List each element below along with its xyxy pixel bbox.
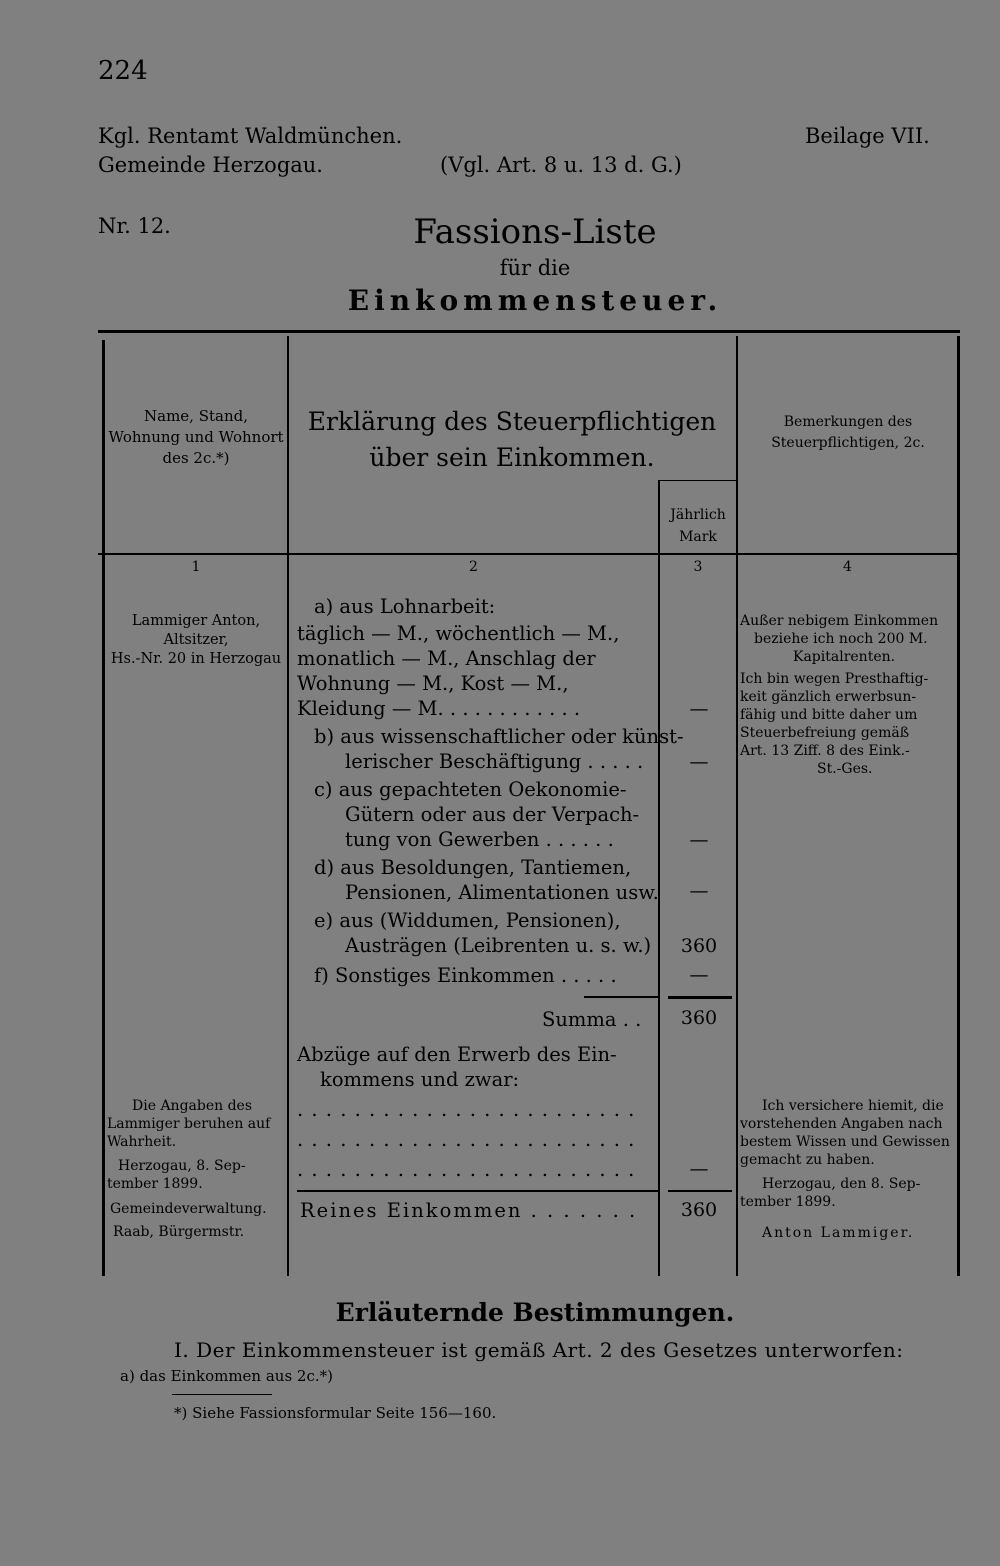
declaration-line: Herzogau, den 8. Sep- — [762, 1176, 921, 1192]
declaration-line: gemacht zu haben. — [740, 1152, 875, 1168]
deductions-label: Abzüge auf den Erwerb des Ein- — [297, 1043, 617, 1066]
annex-label: Beilage VII. — [805, 124, 930, 148]
value-net-rule — [668, 1190, 732, 1192]
deduction-line: . . . . . . . . . . . . . . . . . . . . . . . . — [297, 1158, 636, 1181]
value-b: — — [689, 751, 709, 773]
item-a-line: monatlich — M., Anschlag der — [297, 647, 596, 670]
value-summa: 360 — [680, 1007, 718, 1029]
certification-line: tember 1899. — [107, 1176, 203, 1192]
table-top-rule — [98, 330, 960, 333]
item-c-line: Gütern oder aus der Verpach- — [345, 803, 640, 826]
item-b-line: lerischer Beschäftigung . . . . . — [345, 750, 644, 773]
section-title: Erläuternde Bestimmungen. — [335, 1298, 735, 1327]
remark-line: keit gänzlich erwerbsun- — [740, 689, 917, 705]
declaration-signature: Anton Lammiger. — [762, 1225, 915, 1241]
item-a-line: Wohnung — M., Kost — M., — [297, 672, 569, 695]
deduction-line: . . . . . . . . . . . . . . . . . . . . . . . . — [297, 1098, 636, 1121]
item-c-line: tung von Gewerben . . . . . . — [345, 828, 614, 851]
table-header-rule — [98, 553, 960, 555]
col-divider-2 — [658, 480, 660, 1276]
summa-label: Summa . . — [542, 1008, 642, 1031]
declaration-line: vorstehenden Angaben nach — [740, 1116, 943, 1132]
summa-rule — [584, 996, 658, 998]
item-c-line: c) aus gepachteten Oekonomie- — [314, 778, 627, 801]
office-name: Kgl. Rentamt Waldmünchen. — [98, 124, 403, 148]
item-a-line: täglich — M., wöchentlich — M., — [297, 622, 620, 645]
value-deductions: — — [689, 1158, 709, 1180]
person-residence: Hs.-Nr. 20 in Herzogau — [110, 651, 282, 667]
certification-line: Die Angaben des — [132, 1098, 253, 1114]
item-b-line: b) aus wissenschaftlicher oder künst- — [314, 725, 684, 748]
certification-line: Lammiger beruhen auf — [107, 1116, 271, 1132]
remark-line: fähig und bitte daher um — [740, 707, 918, 723]
col3-header: Jährlich Mark — [670, 507, 726, 545]
certification-line: Wahrheit. — [107, 1134, 177, 1150]
col-divider-3 — [736, 336, 738, 1276]
item-a-label: a) aus Lohnarbeit: — [314, 595, 496, 618]
law-reference: (Vgl. Art. 8 u. 13 d. G.) — [440, 153, 682, 177]
declaration-line: tember 1899. — [740, 1194, 836, 1210]
certification-line: Herzogau, 8. Sep- — [118, 1158, 246, 1174]
value-c: — — [689, 829, 709, 851]
person-status: Altsitzer, — [163, 632, 229, 648]
deductions-label: kommens und zwar: — [320, 1068, 520, 1091]
col2-header: Erklärung des Steuerpflichtigen über sein Einkommen. — [307, 407, 717, 472]
footnote-rule — [172, 1394, 272, 1395]
remark-line: Steuerbefreiung gemäß — [740, 725, 910, 741]
deduction-line: . . . . . . . . . . . . . . . . . . . . . . . . — [297, 1128, 636, 1151]
col-number: 1 — [191, 559, 201, 575]
section-point: I. Der Einkommensteuer ist gemäß Art. 2 des Gesetzes unterworfen: — [174, 1338, 904, 1362]
value-sum-rule — [668, 996, 732, 999]
net-rule — [297, 1190, 658, 1192]
remark-line: beziehe ich noch 200 M. — [754, 631, 928, 647]
col-divider-left — [102, 340, 105, 1276]
person-name: Lammiger Anton, — [131, 613, 261, 629]
certification-line: Gemeindeverwaltung. — [110, 1201, 267, 1217]
value-d: — — [689, 880, 709, 902]
remark-line: Art. 13 Ziff. 8 des Eink.- — [740, 743, 910, 759]
item-e-line: e) aus (Widdumen, Pensionen), — [314, 909, 621, 932]
col-divider-right — [957, 336, 960, 1276]
col1-header: Name, Stand, Wohnung und Wohnort des 2c.*) — [108, 407, 284, 467]
page-number: 224 — [98, 56, 148, 86]
net-income-label: Reines Einkommen . . . . . . . — [300, 1199, 638, 1222]
item-d-line: Pensionen, Alimentationen usw. — [345, 881, 659, 904]
remark-line: Kapitalrenten. — [793, 649, 896, 665]
item-f-line: f) Sonstiges Einkommen . . . . . — [314, 964, 617, 987]
declaration-line: Ich versichere hiemit, die — [762, 1098, 944, 1114]
item-a-line: Kleidung — M. . . . . . . . . . . . — [297, 697, 581, 720]
value-a: — — [689, 698, 709, 720]
form-subtitle: für die — [499, 256, 571, 280]
footnote: *) Siehe Fassionsformular Seite 156—160. — [174, 1404, 497, 1422]
remark-line: Ich bin wegen Presthaftig- — [740, 671, 929, 687]
value-net: 360 — [680, 1199, 718, 1221]
col-number: 2 — [469, 559, 478, 575]
certification-signature: Raab, Bürgermstr. — [113, 1224, 245, 1240]
col-number: 3 — [693, 559, 703, 575]
remark-line: St.-Ges. — [817, 761, 873, 777]
col3-header-rule — [658, 480, 738, 481]
item-d-line: d) aus Besoldungen, Tantiemen, — [314, 856, 632, 879]
municipality-name: Gemeinde Herzogau. — [98, 153, 323, 177]
section-item: a) das Einkommen aus 2c.*) — [120, 1367, 333, 1385]
value-f: — — [689, 964, 709, 986]
form-number: Nr. 12. — [98, 214, 171, 238]
col4-header: Bemerkungen des Steuerpflichtigen, 2c. — [771, 414, 925, 451]
col-divider-1 — [287, 336, 289, 1276]
item-e-line: Austrägen (Leibrenten u. s. w.) — [345, 934, 652, 957]
declaration-line: bestem Wissen und Gewissen — [740, 1134, 950, 1150]
form-subject: Einkommensteuer. — [347, 284, 723, 317]
form-title: Fassions-Liste — [413, 212, 657, 252]
col-number: 4 — [843, 559, 852, 575]
value-e: 360 — [680, 935, 718, 957]
remark-line: Außer nebigem Einkommen — [740, 613, 939, 629]
